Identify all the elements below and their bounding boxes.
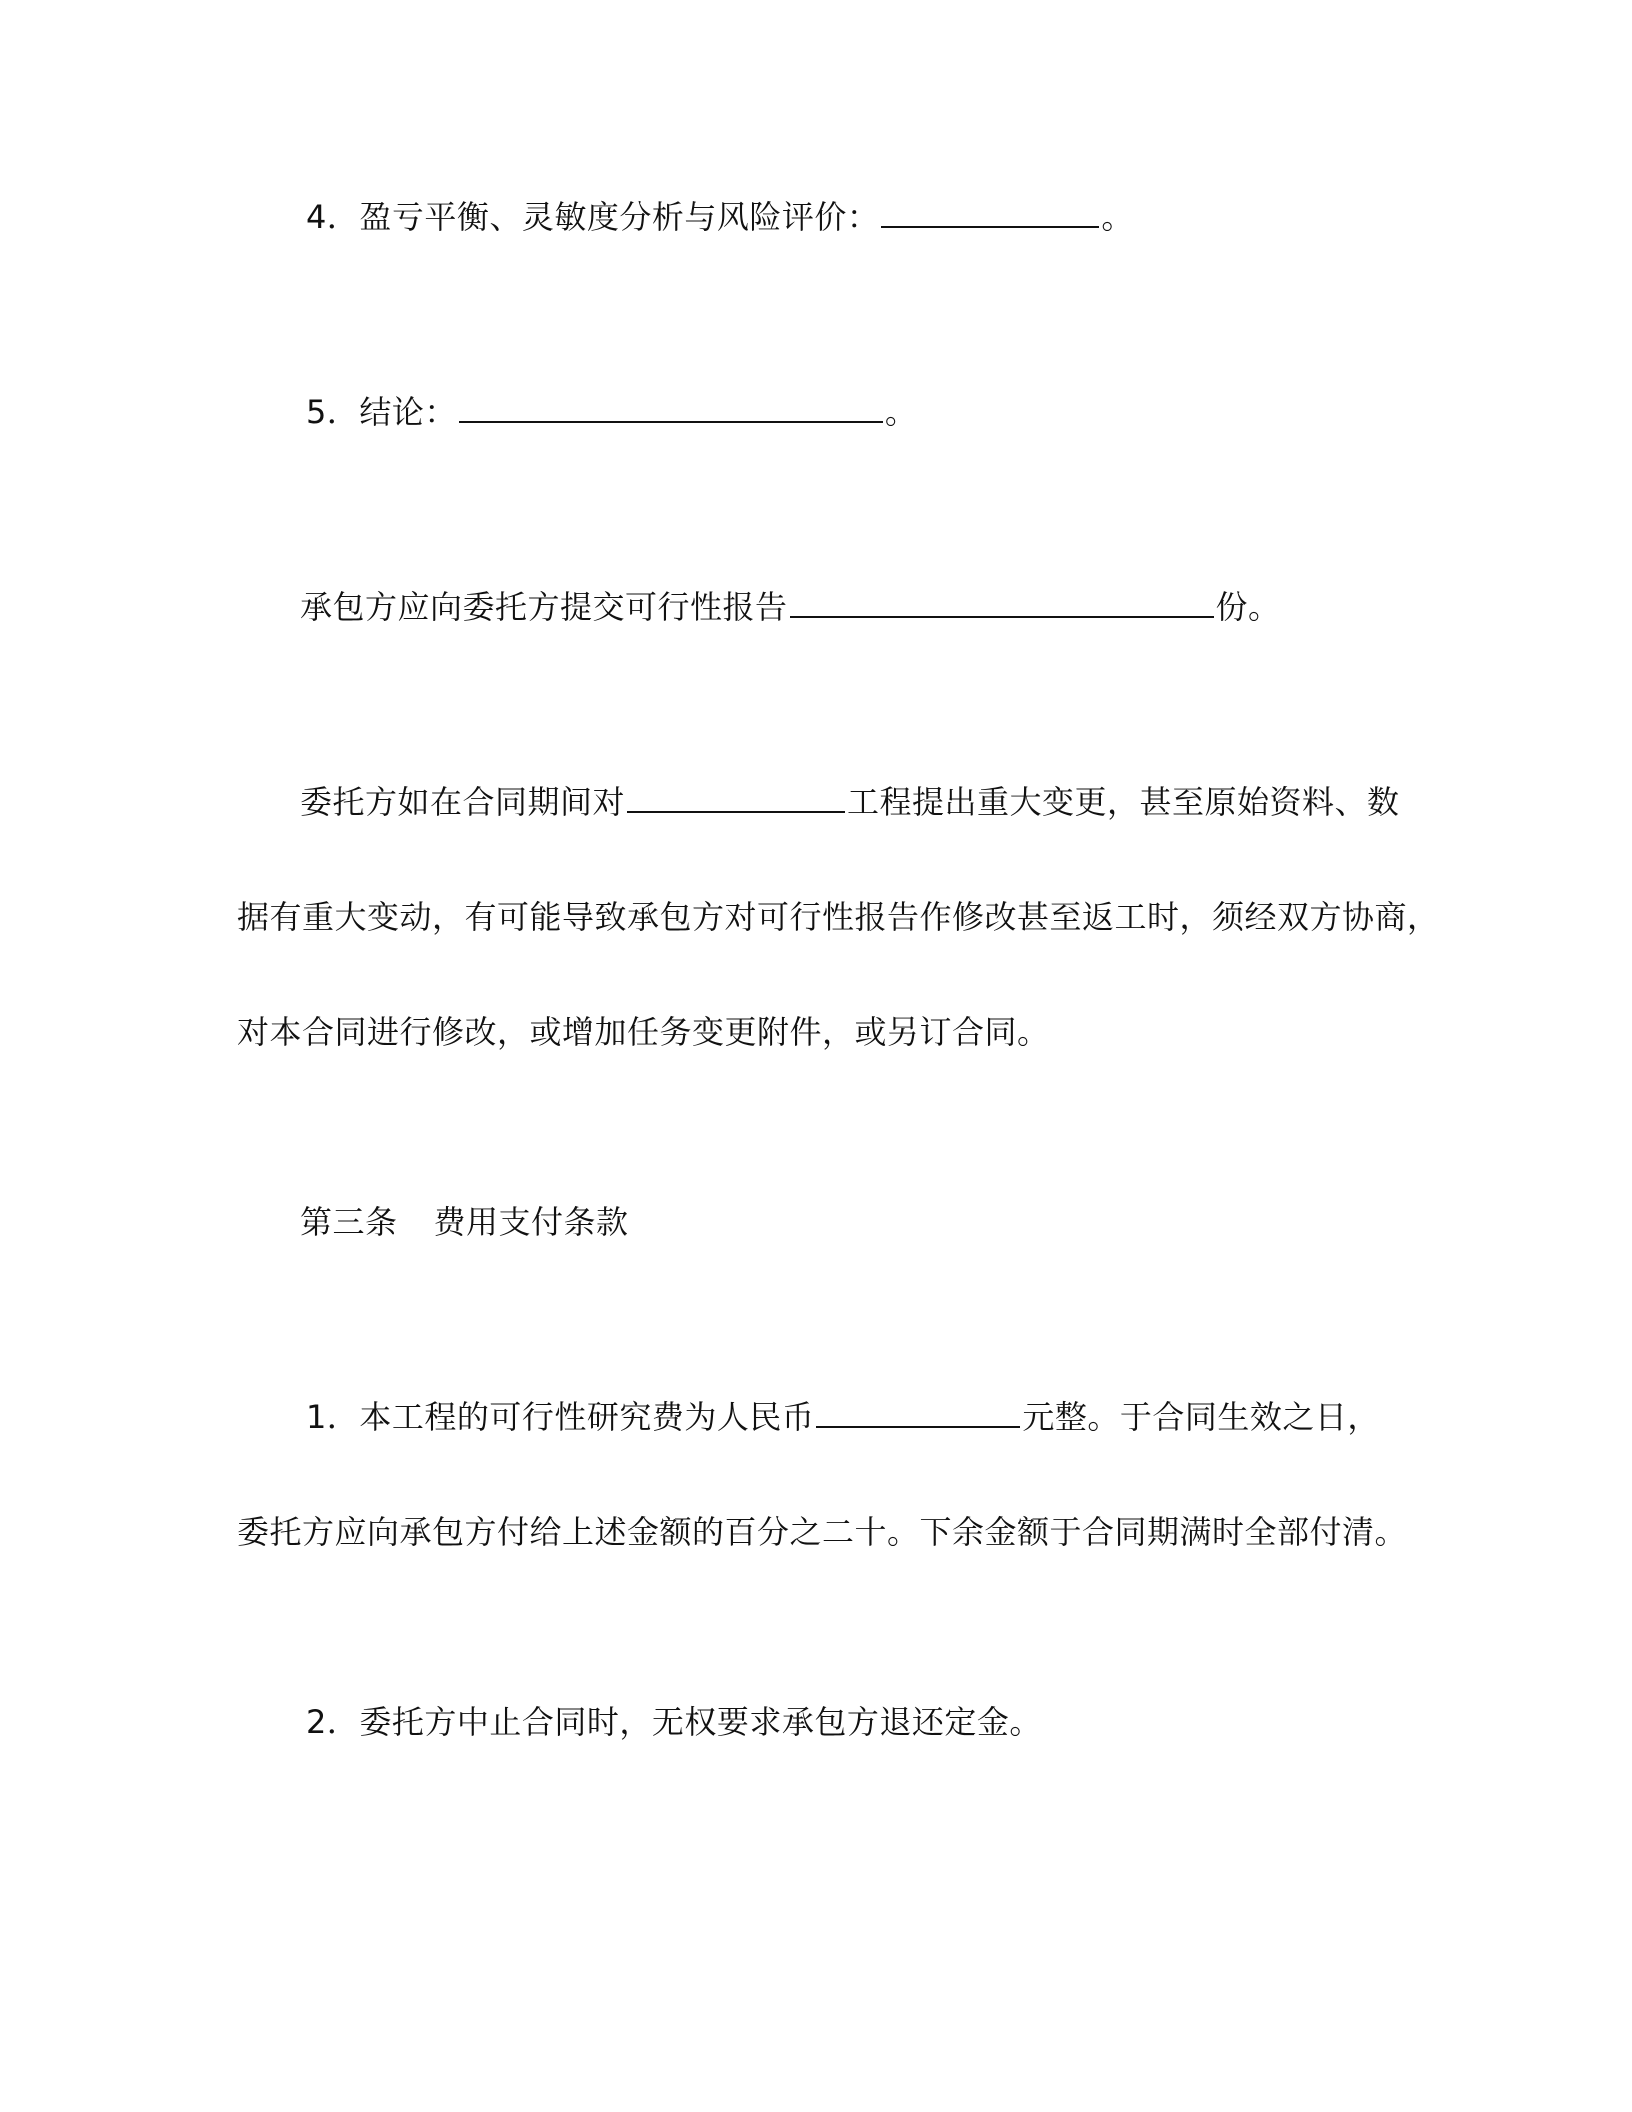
change-line-3: [237, 1010, 1050, 1054]
payment-1-line-2: [237, 1510, 1407, 1554]
change-line-2-text: 据有重大变动，有可能导致承包方对可行性报告作修改甚至返工时，须经双方协商，: [237, 898, 1440, 936]
fee-amount-blank[interactable]: [816, 1396, 1020, 1428]
item-4-end: 。: [1101, 198, 1134, 236]
change-rest-text: 工程提出重大变更，甚至原始资料、数: [847, 783, 1400, 821]
report-copies-end: 份。: [1215, 588, 1281, 626]
report-copies-line: [300, 585, 1281, 629]
change-line-3-text: 对本合同进行修改，或增加任务变更附件，或另订合同。: [237, 1013, 1050, 1051]
item-4-blank[interactable]: [881, 196, 1099, 228]
change-start-text: 委托方如在合同期间对: [300, 783, 626, 821]
report-copies-text: 承包方应向委托方提交可行性报告: [300, 588, 788, 626]
change-line-2: [237, 895, 1440, 939]
item-5-line: [306, 390, 917, 434]
payment-1-line-1: [306, 1395, 1380, 1439]
article-3-number: 第三条: [300, 1203, 398, 1241]
project-name-blank[interactable]: [627, 781, 845, 813]
item-5-end: 。: [884, 393, 918, 431]
payment-2-line: [306, 1700, 1042, 1744]
payment-1-rest: 元整。于合同生效之日，: [1022, 1398, 1380, 1436]
item-4-label: 4．盈亏平衡、灵敏度分析与风险评价：: [306, 198, 880, 236]
item-5-label: 5．结论：: [306, 393, 457, 431]
payment-1-line-2-text: 委托方应向承包方付给上述金额的百分之二十。下余金额于合同期满时全部付清。: [237, 1513, 1408, 1551]
change-line-1: [300, 780, 1400, 824]
item-5-blank[interactable]: [459, 391, 883, 423]
article-3-heading: [300, 1200, 629, 1244]
payment-2-text: 2．委托方中止合同时，无权要求承包方退还定金。: [306, 1703, 1042, 1741]
item-4-line: [306, 195, 1134, 239]
report-copies-blank[interactable]: [790, 586, 1214, 618]
payment-1-start: 1．本工程的可行性研究费为人民币: [306, 1398, 815, 1436]
article-3-title: 费用支付条款: [433, 1203, 629, 1241]
